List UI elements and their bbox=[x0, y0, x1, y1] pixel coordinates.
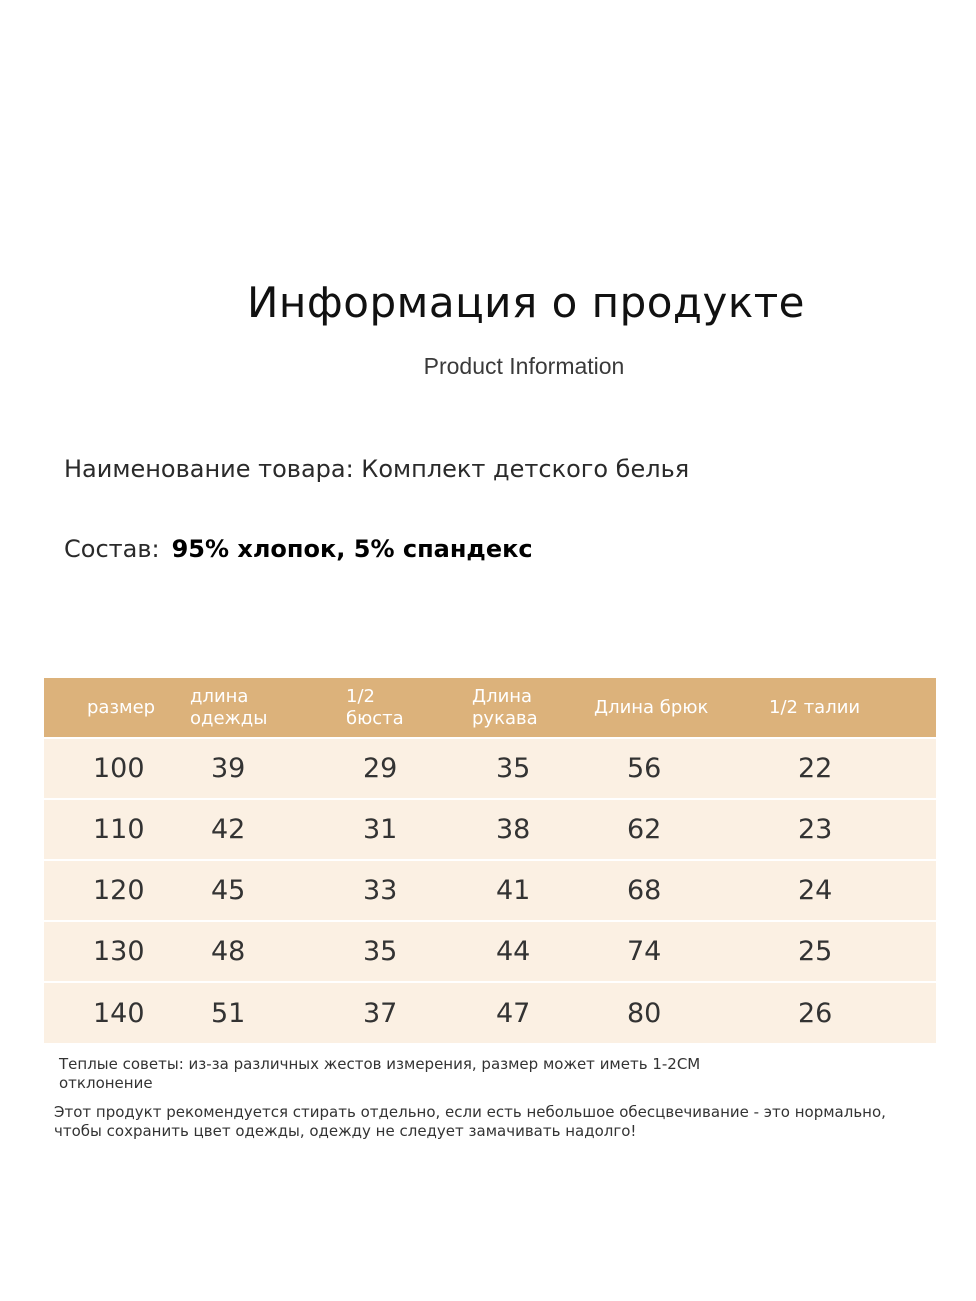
table-cell: 130 bbox=[93, 936, 145, 967]
composition-line bbox=[64, 535, 533, 563]
table-cell: 39 bbox=[211, 753, 246, 784]
table-cell: 42 bbox=[211, 814, 246, 845]
table-cell: 51 bbox=[211, 997, 246, 1029]
table-cell: 31 bbox=[363, 814, 398, 845]
table-cell: 62 bbox=[627, 814, 662, 845]
table-cell: 33 bbox=[363, 875, 398, 906]
table-cell: 26 bbox=[798, 997, 833, 1029]
washing-note: Этот продукт рекомендуется стирать отдельно, если есть небольшое обесцвечивание - это нормально, чтобы сохранить цвет одежды, одежду не следует замачивать надолго! bbox=[54, 1103, 886, 1140]
column-header-garment-length: длина одежды bbox=[190, 685, 268, 729]
table-cell: 25 bbox=[798, 936, 833, 967]
column-header-sleeve-length: Длина рукава bbox=[472, 685, 538, 729]
composition-label: Состав: bbox=[64, 535, 160, 563]
table-cell: 100 bbox=[93, 753, 145, 784]
column-header-pants-length: Длина брюк bbox=[594, 696, 709, 718]
table-row bbox=[44, 738, 936, 799]
table-cell: 74 bbox=[627, 936, 662, 967]
table-cell: 22 bbox=[798, 753, 833, 784]
size-table bbox=[44, 678, 936, 1043]
table-cell: 35 bbox=[496, 753, 531, 784]
table-cell: 120 bbox=[93, 875, 145, 906]
composition-value: 95% хлопок, 5% спандекс bbox=[171, 535, 533, 563]
table-cell: 41 bbox=[496, 875, 531, 906]
page-title: Информация о продукте bbox=[247, 278, 805, 327]
table-cell: 44 bbox=[496, 936, 531, 967]
product-name-line: Наименование товара: Комплект детского белья bbox=[64, 455, 690, 483]
table-cell: 37 bbox=[363, 997, 398, 1029]
column-header-size: размер bbox=[87, 696, 156, 718]
table-cell: 45 bbox=[211, 875, 246, 906]
table-cell: 110 bbox=[93, 814, 145, 845]
table-cell: 23 bbox=[798, 814, 833, 845]
table-cell: 80 bbox=[627, 997, 662, 1029]
table-cell: 140 bbox=[93, 997, 145, 1029]
table-cell: 68 bbox=[627, 875, 662, 906]
table-cell: 47 bbox=[496, 997, 531, 1029]
table-row bbox=[44, 921, 936, 982]
page-subtitle: Product Information bbox=[423, 353, 625, 379]
table-row bbox=[44, 982, 936, 1043]
measurement-tip: Теплые советы: из-за различных жестов измерения, размер может иметь 1-2CM отклонение bbox=[59, 1055, 701, 1092]
table-cell: 35 bbox=[363, 936, 398, 967]
column-header-half-waist: 1/2 талии bbox=[769, 696, 861, 718]
table-cell: 29 bbox=[363, 753, 398, 784]
table-cell: 24 bbox=[798, 875, 833, 906]
size-table-header bbox=[44, 678, 936, 738]
table-row bbox=[44, 860, 936, 921]
table-cell: 48 bbox=[211, 936, 246, 967]
column-header-half-bust: 1/2 бюста bbox=[346, 685, 404, 729]
table-row bbox=[44, 799, 936, 860]
table-cell: 56 bbox=[627, 753, 662, 784]
table-cell: 38 bbox=[496, 814, 531, 845]
